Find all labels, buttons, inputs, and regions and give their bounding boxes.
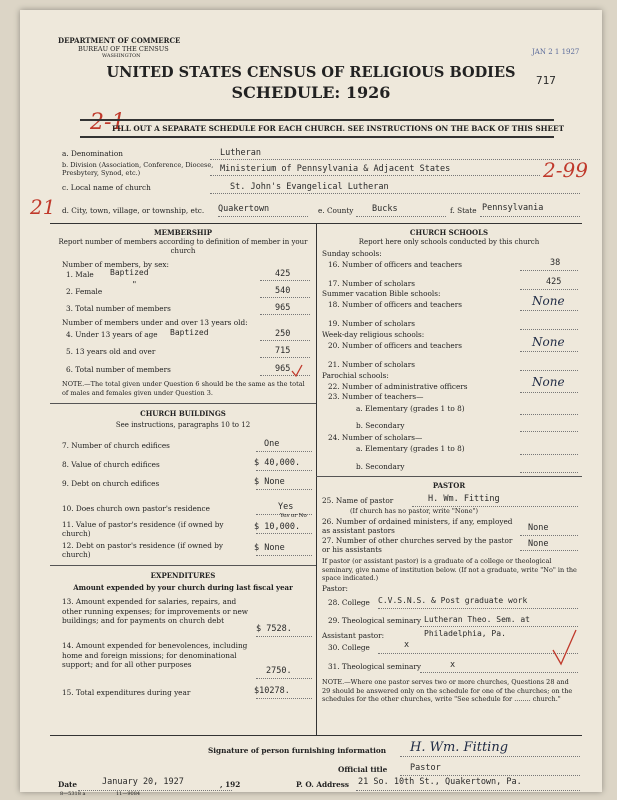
city-label: d. City, town, village, or township, etc. (62, 206, 205, 215)
q31-label: 31. Theological seminary (328, 662, 421, 671)
received-stamp: JAN 2 1 1927 (532, 48, 580, 56)
q18-label: 18. Number of officers and teachers (328, 300, 462, 309)
q8-label: 8. Value of church edifices (62, 460, 160, 469)
membership-heading: MEMBERSHIP (153, 228, 213, 237)
q13-label: 13. Amount expended for salaries, repairs, and other running expenses; for improvements or new buildings; and for payments on church debt (62, 597, 249, 625)
date-suffix: , 192 (220, 780, 241, 789)
check-mark-icon (290, 364, 304, 378)
date-value: January 20, 1927 (102, 777, 184, 787)
q11-value: $ 10,000. (254, 522, 301, 532)
division-label: b. Division (Association, Conference, Diocese, Presbytery, Synod, etc.) (62, 161, 214, 177)
by-sex-label: Number of members, by sex: (62, 260, 169, 269)
q25-label: 25. Name of pastor (322, 496, 394, 505)
q2-label: 2. Female (66, 287, 103, 296)
q10-value: Yes (278, 502, 294, 512)
q2-value: 540 (275, 286, 291, 296)
bureau-name: BUREAU OF THE CENSUS (78, 45, 169, 53)
print-number: 11—9084 (116, 791, 141, 797)
q17-label: 17. Number of scholars (328, 279, 415, 288)
q5-value: 715 (275, 346, 291, 356)
county-value: Bucks (372, 204, 398, 214)
q18-value: None (532, 294, 565, 308)
q1-note: Baptized (110, 268, 149, 277)
q29-value: Lutheran Theo. Sem. at Philadelphia, Pa. (424, 615, 530, 638)
q11-label: 11. Value of pastor's residence (if owned by church) (62, 520, 224, 538)
q26-label: 26. Number of ordained ministers, if any, employed as assistant pastors (322, 517, 513, 535)
q7-label: 7. Number of church edifices (62, 441, 170, 450)
q15-value: $10278. (254, 686, 290, 696)
q7-value: One (264, 439, 280, 449)
q4-label: 4. Under 13 years of age (66, 330, 158, 339)
q13-value: $ 7528. (256, 624, 292, 634)
q23a-label: a. Elementary (grades 1 to 8) (356, 404, 465, 413)
q14-value: 2750. (266, 666, 292, 676)
title-label: Official title (338, 765, 388, 774)
pastor-sub-label: Pastor: (322, 584, 348, 593)
q25-value: H. Wm. Fitting (428, 494, 500, 504)
local-name-value: St. John's Evangelical Lutheran (230, 182, 389, 192)
q29-label: 29. Theological seminary (328, 616, 421, 625)
q10-label: 10. Does church own pastor's residence (62, 504, 210, 513)
q20-label: 20. Number of officers and teachers (328, 341, 462, 350)
q4-value: 250 (275, 329, 291, 339)
q27-label: 27. Number of other churches served by the pastor or his assistants (322, 536, 513, 554)
schools-intro: Report here only schools conducted by this church (358, 238, 540, 246)
q16-label: 16. Number of officers and teachers (328, 260, 462, 269)
census-schedule-sheet (20, 10, 602, 797)
q22-value: None (532, 375, 565, 389)
denomination-value: Lutheran (220, 148, 261, 158)
age-intro-label: Number of members under and over 13 years old: (62, 318, 248, 327)
q21-label: 21. Number of scholars (328, 360, 415, 369)
form-title: UNITED STATES CENSUS OF RELIGIOUS BODIES (106, 64, 516, 81)
city-value: Quakertown (218, 204, 270, 214)
q4-note: Baptized (170, 328, 209, 337)
instruction-line: FILL OUT A SEPARATE SCHEDULE FOR EACH CHURCH. SEE INSTRUCTIONS ON THE BACK OF THIS SHEET (112, 124, 565, 133)
title-value: Pastor (410, 763, 441, 773)
q19-label: 19. Number of scholars (328, 319, 415, 328)
q9-value: $ None (254, 477, 285, 487)
local-name-label: c. Local name of church (62, 183, 151, 192)
membership-intro: Report number of members according to definition of member in your church (58, 238, 308, 255)
city-name: WASHINGTON (102, 53, 141, 59)
q6-label: 6. Total number of members (66, 365, 171, 374)
q10-hint: Yes or No (280, 513, 307, 519)
department-name: DEPARTMENT OF COMMERCE (58, 36, 181, 45)
parochial-label: Parochial schools: (322, 371, 389, 380)
q28-value: C.V.S.N.S. & Post graduate work (378, 596, 528, 605)
q28-label: 28. College (328, 598, 370, 607)
buildings-intro: See instructions, paragraphs 10 to 12 (115, 421, 251, 429)
handwritten-code: 2-1 (90, 110, 126, 135)
q24b-label: b. Secondary (356, 462, 405, 471)
sunday-label: Sunday schools: (322, 249, 382, 258)
q24-label: 24. Number of scholars— (328, 433, 423, 442)
division-hand-code: 2-99 (543, 158, 588, 182)
expenditures-heading: EXPENDITURES (150, 571, 216, 580)
pastor-note: NOTE.—Where one pastor serves two or more churches, Questions 28 and 29 should be answered only on the schedule for one of the churches; on the schedules for the other churches, write "See schedule for ........ church." (322, 678, 573, 703)
assistant-sub-label: Assistant pastor: (322, 631, 385, 640)
q12-value: $ None (254, 543, 285, 553)
q31-value: x (450, 660, 456, 670)
summer-label: Summer vacation Bible schools: (322, 289, 441, 298)
q30-label: 30. College (328, 643, 370, 652)
division-value: Ministerium of Pennsylvania & Adjacent States (220, 164, 451, 174)
city-hand-code: 21 (30, 195, 56, 219)
weekday-label: Week-day religious schools: (322, 330, 425, 339)
q27-value: None (528, 539, 549, 549)
q14-label: 14. Amount expended for benevolences, including home and foreign missions; for denominational support; and for all other purposes (62, 641, 248, 669)
q16-value: 38 (550, 258, 561, 268)
q2-note: " (132, 280, 137, 289)
q17-value: 425 (546, 277, 562, 287)
q24a-label: a. Elementary (grades 1 to 8) (356, 444, 465, 453)
q3-label: 3. Total number of members (66, 304, 171, 313)
po-label: P. O. Address (296, 780, 349, 789)
q1-value: 425 (275, 269, 291, 279)
form-number: 8—5318 a (60, 791, 86, 797)
form-subtitle: SCHEDULE: 1926 (231, 83, 391, 102)
q9-label: 9. Debt on church edifices (62, 479, 160, 488)
state-value: Pennsylvania (482, 203, 544, 213)
q26-value: None (528, 523, 549, 533)
graduate-note: If pastor (or assistant pastor) is a graduate of a college or theological seminary, give name of institution below. (If not a graduate, write "No" in the space indicated.) (322, 557, 577, 582)
po-value: 21 So. 10th St., Quakertown, Pa. (358, 777, 522, 787)
q22-label: 22. Number of administrative officers (328, 382, 468, 391)
q30-value: x (404, 640, 410, 650)
q5-label: 5. 13 years old and over (66, 347, 156, 356)
q23-label: 23. Number of teachers— (328, 392, 424, 401)
denomination-label: a. Denomination (62, 149, 123, 158)
q6-value: 965 (275, 364, 291, 374)
state-label: f. State (450, 206, 477, 215)
pastor-heading: PASTOR (432, 481, 466, 490)
county-label: e. County (318, 206, 354, 215)
signature-label: Signature of person furnishing information (208, 746, 387, 755)
q3-value: 965 (275, 303, 291, 313)
buildings-heading: CHURCH BUILDINGS (140, 409, 226, 418)
check-mark-icon (550, 628, 578, 668)
q1-label: 1. Male (66, 270, 94, 279)
q23b-label: b. Secondary (356, 421, 405, 430)
q12-label: 12. Debt on pastor's residence (if owned by church) (62, 541, 224, 559)
schedule-number: 717 (536, 74, 556, 87)
signature-value: H. Wm. Fitting (410, 740, 509, 755)
q15-label: 15. Total expenditures during year (62, 688, 191, 697)
q20-value: None (532, 335, 565, 349)
q8-value: $ 40,000. (254, 458, 301, 468)
expenditures-intro: Amount expended by your church during last fiscal year (73, 583, 293, 592)
date-label: Date (58, 780, 78, 789)
q25-hint: (If church has no pastor, write "None") (350, 507, 479, 515)
schools-heading: CHURCH SCHOOLS (409, 228, 489, 237)
membership-note: NOTE.—The total given under Question 6 should be the same as the total of males and females given under Question 3. (62, 380, 305, 397)
